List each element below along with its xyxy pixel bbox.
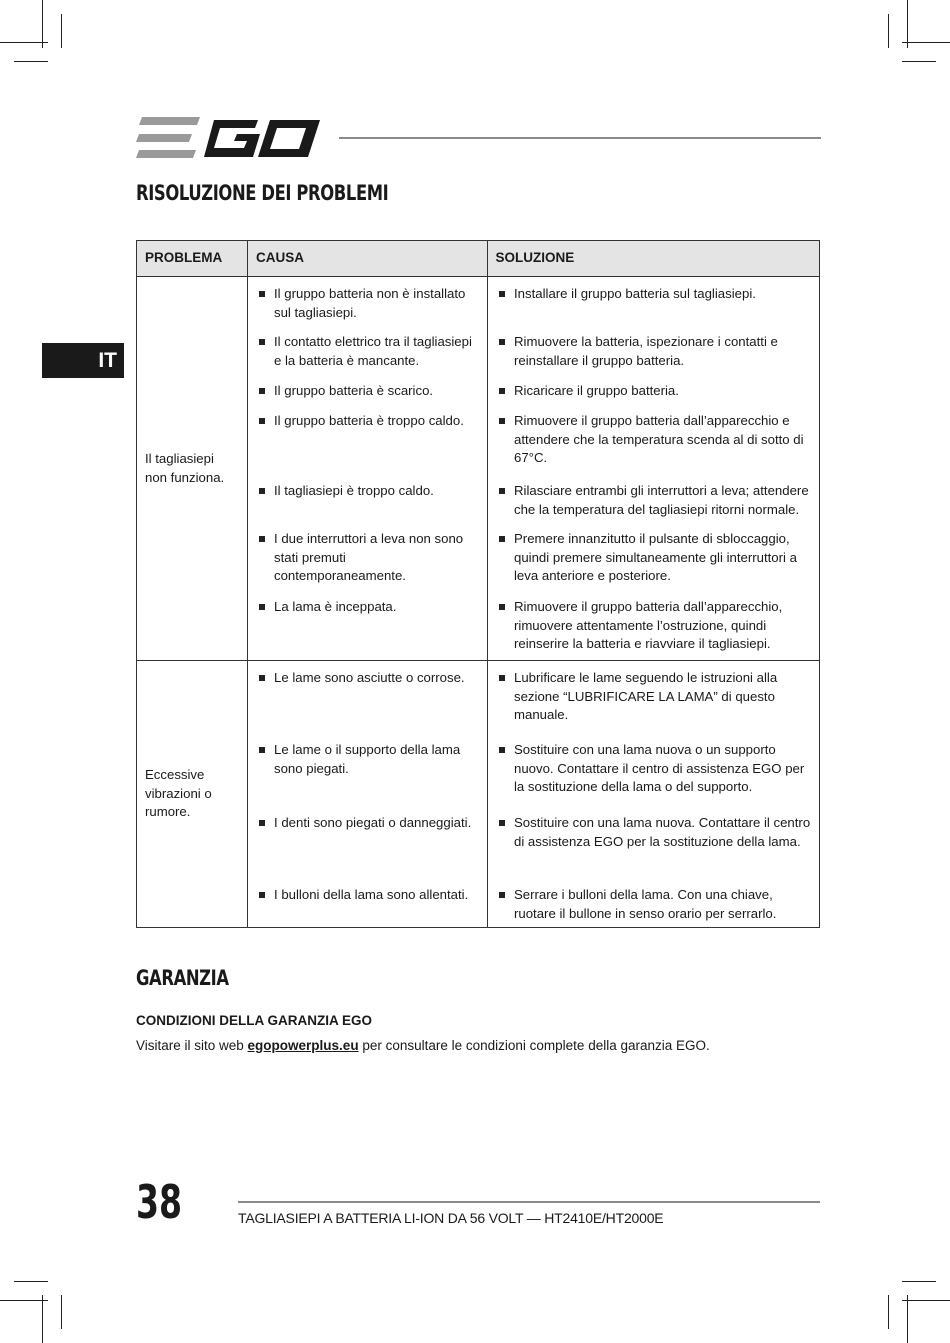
bullet-square: [499, 418, 505, 424]
bullet-text: Rimuovere la batteria, ispezionare i contatti e reinstallare il gruppo batteria.: [514, 334, 778, 368]
bullet-square: [499, 536, 505, 542]
solution-item: [488, 530, 820, 586]
crop-mark: [902, 1300, 950, 1301]
crop-mark: [888, 14, 889, 48]
bullet-text: Lubrificare le lame seguendo le istruzioni alla sezione “LUBRIFICARE LA LAMA” di questo manuale.: [514, 670, 778, 723]
cause-item: [248, 814, 486, 833]
bullet-text: Il contatto elettrico tra il tagliasiepi e la batteria è mancante.: [274, 334, 472, 368]
solution-item: [488, 814, 820, 851]
bullet-square: [499, 488, 505, 494]
header-rule: [339, 137, 821, 139]
cause-item: [248, 741, 486, 778]
solution-item: [488, 598, 820, 654]
warranty-subtitle: CONDIZIONI DELLA GARANZIA EGO: [136, 1013, 372, 1028]
warranty-text-after: per consultare le condizioni complete della garanzia EGO.: [358, 1038, 710, 1053]
bullet-text: Rimuovere il gruppo batteria dall’apparecchio e attendere che la temperatura scenda al di sotto di 67°C.: [514, 413, 804, 466]
bullet-square: [499, 892, 505, 898]
bullet-square: [259, 388, 265, 394]
crop-mark: [888, 1295, 889, 1329]
solution-item: [488, 886, 820, 923]
bullet-square: [259, 892, 265, 898]
crop-mark: [902, 1281, 936, 1282]
solution-item: [488, 669, 820, 725]
ego-logo: [136, 117, 322, 159]
bullet-square: [259, 536, 265, 542]
cause-item: [248, 412, 486, 431]
bullet-square: [499, 820, 505, 826]
crop-mark: [61, 14, 62, 48]
cause-item: [248, 382, 486, 401]
bullet-text: Il gruppo batteria è troppo caldo.: [274, 413, 464, 428]
bullet-text: Sostituire con una lama nuova o un supporto nuovo. Contattare il centro di assistenza EGO per la sostituzione della lama o del supporto.: [514, 742, 805, 795]
warranty-text-before: Visitare il sito web: [136, 1038, 248, 1053]
solution-item: [488, 412, 820, 468]
crop-mark: [902, 42, 950, 43]
footer-text: TAGLIASIEPI A BATTERIA LI-ION DA 56 VOLT — HT2410E/HT2000E: [238, 1210, 664, 1226]
bullet-text: Rilasciare entrambi gli interruttori a leva; attendere che la temperatura del tagliasiepi ritorni normale.: [514, 483, 809, 517]
bullet-square: [259, 747, 265, 753]
bullet-square: [499, 604, 505, 610]
crop-mark: [0, 42, 48, 43]
column-header-problem: PROBLEMA: [137, 241, 248, 277]
language-tab: IT: [42, 343, 124, 378]
troubleshooting-title: RISOLUZIONE DEI PROBLEMI: [136, 181, 389, 205]
bullet-text: Premere innanzitutto il pulsante di sbloccaggio, quindi premere simultaneamente gli interruttori a leva anteriore e posteriore.: [514, 531, 797, 584]
bullet-text: Le lame o il supporto della lama sono piegati.: [274, 742, 461, 776]
crop-mark: [14, 1281, 48, 1282]
bullet-text: Il gruppo batteria è scarico.: [274, 383, 434, 398]
crop-mark: [61, 1295, 62, 1329]
bullet-square: [499, 747, 505, 753]
solution-item: [488, 482, 820, 519]
solution-item: [488, 741, 820, 797]
bullet-text: I due interruttori a leva non sono stati premuti contemporaneamente.: [274, 531, 464, 584]
column-header-cause: CAUSA: [247, 241, 487, 277]
crop-mark: [0, 1300, 48, 1301]
bullet-square: [259, 820, 265, 826]
bullet-square: [259, 291, 265, 297]
bullet-square: [259, 418, 265, 424]
bullet-text: Le lame sono asciutte o corrose.: [274, 670, 465, 685]
cause-item: [248, 530, 486, 586]
bullet-text: Sostituire con una lama nuova. Contattare il centro di assistenza EGO per la sostituzione della lama.: [514, 815, 811, 849]
page-number: 38: [136, 1175, 183, 1229]
cause-item: [248, 598, 486, 617]
crop-mark: [902, 61, 936, 62]
bullet-text: I denti sono piegati o danneggiati.: [274, 815, 472, 830]
column-header-solution: SOLUZIONE: [487, 241, 819, 277]
solution-item: [488, 382, 820, 401]
bullet-square: [499, 291, 505, 297]
warranty-title: GARANZIA: [136, 966, 229, 990]
bullet-square: [499, 675, 505, 681]
problem-cell: Eccessive vibrazioni o rumore.: [137, 661, 248, 928]
solution-item: [488, 285, 820, 304]
bullet-square: [259, 488, 265, 494]
bullet-square: [259, 675, 265, 681]
bullet-square: [259, 339, 265, 345]
bullet-text: Installare il gruppo batteria sul tagliasiepi.: [514, 286, 756, 301]
cause-item: [248, 482, 486, 501]
cause-item: [248, 886, 486, 905]
bullet-text: I bulloni della lama sono allentati.: [274, 887, 469, 902]
crop-mark: [42, 0, 43, 48]
table-header-row: [137, 241, 820, 277]
cause-item: [248, 333, 486, 370]
bullet-text: Il tagliasiepi è troppo caldo.: [274, 483, 434, 498]
crop-mark: [14, 61, 48, 62]
bullet-text: Il gruppo batteria non è installato sul tagliasiepi.: [274, 286, 466, 320]
bullet-text: Serrare i bulloni della lama. Con una chiave, ruotare il bullone in senso orario per serrarlo.: [514, 887, 777, 921]
bullet-square: [499, 339, 505, 345]
warranty-link[interactable]: egopowerplus.eu: [247, 1038, 359, 1053]
bullet-text: Rimuovere il gruppo batteria dall’apparecchio, rimuovere attentamente l’ostruzione, quindi reinserire la batteria e riavviare il tagliasiepi.: [514, 599, 783, 652]
crop-mark: [42, 1295, 43, 1343]
solution-item: [488, 333, 820, 370]
problem-cell: Il tagliasiepi non funziona.: [137, 277, 248, 661]
cause-item: [248, 285, 486, 322]
footer-rule: [238, 1201, 820, 1203]
cause-item: [248, 669, 486, 688]
crop-mark: [907, 1295, 908, 1343]
bullet-square: [259, 604, 265, 610]
bullet-text: La lama è inceppata.: [274, 599, 397, 614]
bullet-square: [499, 388, 505, 394]
warranty-text: [136, 1038, 710, 1053]
bullet-text: Ricaricare il gruppo batteria.: [514, 383, 679, 398]
crop-mark: [907, 0, 908, 48]
